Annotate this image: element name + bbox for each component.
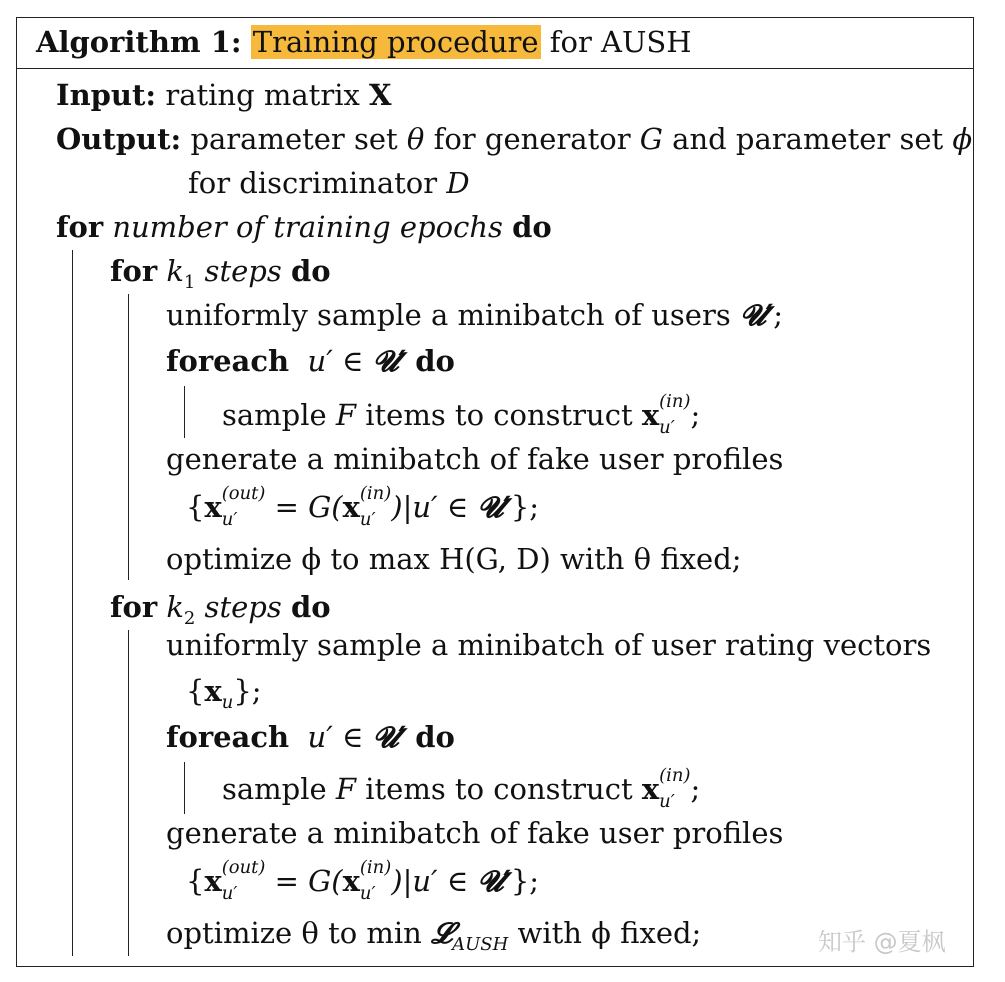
- loop1-k-sub: 1: [183, 271, 196, 293]
- loop2-inner-a: sample: [222, 772, 336, 806]
- outer-for-line: [56, 208, 552, 246]
- input-keyword: Input:: [56, 78, 157, 112]
- output-keyword: Output:: [56, 122, 182, 156]
- algorithm-title: [36, 23, 692, 61]
- loop2-foreach-cond: u′ ∈: [307, 720, 373, 754]
- loop2-gen-scripts2: [359, 857, 392, 904]
- loop1-bar: [128, 294, 129, 580]
- loop1-foreach-U: 𝓤′: [372, 344, 407, 378]
- loop1-gen-x: x: [204, 490, 222, 524]
- loop1-gen-U: 𝓤′: [477, 490, 511, 524]
- loop1-inner-scripts: [659, 391, 691, 438]
- loop1-gen-sub: u′: [221, 509, 238, 530]
- loop1-foreach-bar: [184, 386, 185, 438]
- loop1-gen-eq: = G(: [265, 490, 343, 524]
- loop1-inner-b: items to construct: [356, 398, 642, 432]
- loop2-vec-close: };: [233, 674, 262, 708]
- loop2-vec-open: {: [186, 674, 205, 708]
- loop2-inner-x: x: [641, 772, 660, 806]
- loop1-inner-end: ;: [690, 398, 701, 432]
- loop2-inner-F: F: [335, 772, 357, 806]
- loop2-gen-x2: x: [342, 864, 360, 898]
- loop1-sample-users: [166, 296, 783, 334]
- loop2-k-sub: 2: [183, 607, 196, 629]
- output-text-d: for discriminator: [188, 166, 447, 200]
- loop2-gen-sub: u′: [221, 883, 238, 904]
- output-line-2: [188, 164, 470, 202]
- loop2-gen-sub2: u′: [359, 883, 376, 904]
- loop2-inner-end: ;: [690, 772, 701, 806]
- loop2-foreach-line: [166, 718, 455, 756]
- loop1-foreach-keyword: foreach: [166, 344, 290, 378]
- input-text: rating matrix: [165, 78, 370, 112]
- output-D: D: [446, 166, 470, 200]
- loop1-foreach-line: [166, 342, 455, 380]
- loop2-gen-rest: )|u′ ∈: [391, 864, 478, 898]
- loop1-do-keyword: do: [290, 254, 331, 288]
- loop2-do-keyword: do: [290, 590, 331, 624]
- loop1-gen-scripts: [221, 483, 266, 530]
- loop1-gen-rest: )|u′ ∈: [391, 490, 478, 524]
- loop1-semicolon: ;: [773, 298, 784, 332]
- loop1-gen-sup: (out): [221, 483, 266, 505]
- loop1-gen-scripts2: [359, 483, 392, 530]
- loop2-gen-eq: = G(: [265, 864, 343, 898]
- loop2-foreach-U: 𝓤′: [372, 720, 407, 754]
- loop2-foreach-bar: [184, 762, 185, 814]
- loop2-sample-text: uniformly sample a minibatch of user rating vectors: [166, 628, 932, 662]
- loop2-gen-text: generate a minibatch of fake user profiles: [166, 816, 784, 850]
- loop1-k: k: [166, 254, 184, 288]
- loop1-gen-line: [166, 440, 783, 478]
- outer-do-keyword: do: [512, 210, 552, 244]
- loop2-steps: steps: [195, 590, 282, 624]
- loop1-foreach-cond: u′ ∈: [307, 344, 373, 378]
- loop2-gen-scripts: [221, 857, 266, 904]
- input-line: [56, 76, 392, 114]
- loop1-steps: steps: [195, 254, 282, 288]
- loop1-gen-sub2: u′: [359, 509, 376, 530]
- loop1-inner-F: F: [335, 398, 357, 432]
- loop1-inner-line: [222, 391, 701, 438]
- loop2-sample-line: [166, 626, 931, 664]
- output-text-a: parameter set: [190, 122, 407, 156]
- loop1-inner-sup: (in): [659, 391, 691, 413]
- loop2-loss: 𝓛: [431, 916, 453, 950]
- loop2-inner-scripts: [659, 765, 691, 812]
- loop1-gen-sup2: (in): [359, 483, 392, 505]
- loop2-inner-line: [222, 765, 701, 812]
- output-line-1: [56, 120, 972, 158]
- loop2-optimize-a: optimize θ to min: [166, 916, 432, 950]
- loop2-gen-sup2: (in): [359, 857, 392, 879]
- loop2-gen-sup: (out): [221, 857, 266, 879]
- output-theta: θ: [406, 122, 425, 156]
- loop1-inner-sub: u′: [659, 417, 675, 438]
- loop2-inner-sup: (in): [659, 765, 691, 787]
- loop2-gen-U: 𝓤′: [477, 864, 511, 898]
- title-rest: for AUSH: [540, 25, 692, 59]
- watermark: 知乎 @夏枫: [818, 928, 946, 956]
- algorithm-label: Algorithm 1:: [36, 25, 242, 59]
- loop1-inner-x: x: [641, 398, 660, 432]
- loop1-sample-text: uniformly sample a minibatch of users: [166, 298, 740, 332]
- loop2-optimize-line: [166, 914, 702, 955]
- loop2-vec-set: [186, 672, 262, 713]
- output-G: G: [639, 122, 663, 156]
- loop2-gen-line: [166, 814, 783, 852]
- loop2-gen-x: x: [204, 864, 222, 898]
- loop1-foreach-do: do: [415, 344, 455, 378]
- loop1-for-line: [110, 252, 331, 293]
- loop1-optimize-line: [166, 540, 742, 578]
- title-highlight: Training procedure: [252, 25, 539, 59]
- loop1-optimize-text: optimize ϕ to max H(G, D) with θ fixed;: [166, 542, 742, 576]
- loop2-bar: [128, 630, 129, 956]
- output-phi: ϕ: [952, 122, 973, 156]
- loop2-vec-x: x: [204, 674, 222, 708]
- input-symbol: X: [369, 78, 392, 112]
- outer-loop-bar: [72, 250, 73, 956]
- loop1-gen-x2: x: [342, 490, 360, 524]
- loop2-loss-sub: AUSH: [452, 933, 509, 955]
- loop1-gen-formula: [186, 483, 540, 530]
- loop2-optimize-b: with ϕ fixed;: [508, 916, 702, 950]
- loop2-gen-open: {: [186, 864, 205, 898]
- loop2-inner-sub: u′: [659, 791, 675, 812]
- loop1-inner-a: sample: [222, 398, 336, 432]
- loop2-foreach-do: do: [415, 720, 455, 754]
- outer-for-keyword: for: [56, 210, 104, 244]
- output-text-b: for generator: [424, 122, 640, 156]
- loop2-for-keyword: for: [110, 590, 158, 624]
- loop2-gen-formula: [186, 857, 540, 904]
- loop2-for-line: [110, 588, 331, 629]
- loop2-foreach-keyword: foreach: [166, 720, 290, 754]
- loop1-gen-text: generate a minibatch of fake user profiles: [166, 442, 784, 476]
- loop1-U: 𝓤′: [739, 298, 774, 332]
- loop2-k: k: [166, 590, 184, 624]
- loop2-gen-close: };: [510, 864, 540, 898]
- output-text-c: and parameter set: [662, 122, 953, 156]
- loop1-gen-close: };: [510, 490, 540, 524]
- loop2-vec-sub: u: [221, 691, 234, 713]
- loop2-inner-b: items to construct: [356, 772, 642, 806]
- outer-for-condition: number of training epochs: [112, 210, 503, 244]
- loop1-gen-open: {: [186, 490, 205, 524]
- loop1-for-keyword: for: [110, 254, 158, 288]
